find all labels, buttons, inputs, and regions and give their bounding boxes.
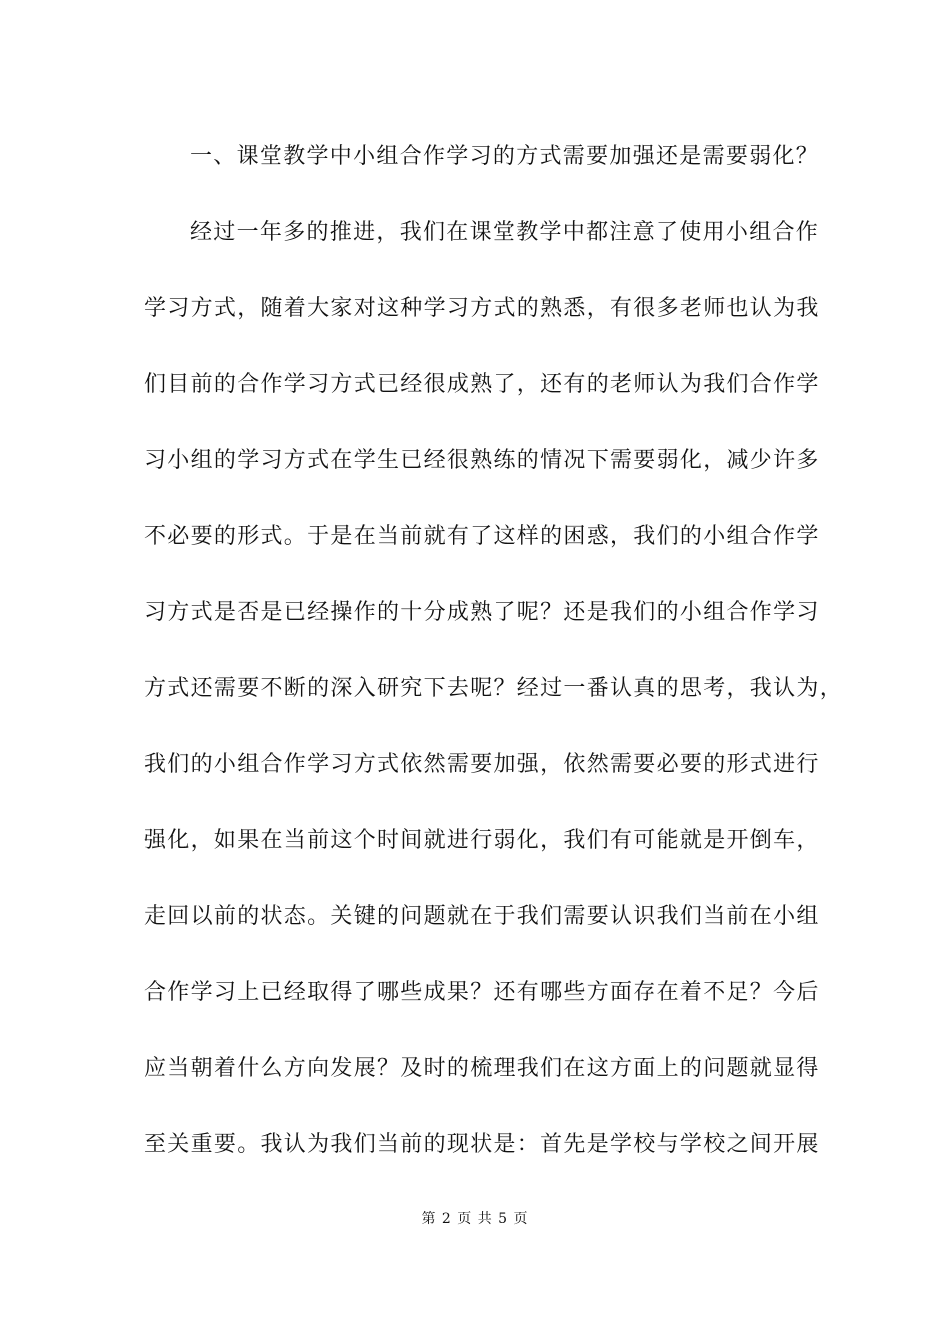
paragraph-line: 们目前的合作学习方式已经很成熟了，还有的老师认为我们合作学 [144,372,820,397]
paragraph-line: 强化，如果在当前这个时间就进行弱化，我们有可能就是开倒车， [144,828,820,853]
page-footer [0,1208,950,1228]
paragraph-line: 习方式是否是已经操作的十分成熟了呢？还是我们的小组合作学习 [144,600,820,625]
footer-current-page: 2 [441,1211,452,1227]
paragraph-line: 经过一年多的推进，我们在课堂教学中都注意了使用小组合作 [190,220,820,245]
paragraph-line: 合作学习上已经取得了哪些成果？还有哪些方面存在着不足？今后 [144,980,820,1005]
paragraph-line: 至关重要。我认为我们当前的现状是：首先是学校与学校之间开展 [144,1132,820,1157]
paragraph-line: 学习方式，随着大家对这种学习方式的熟悉，有很多老师也认为我 [144,296,820,321]
paragraph-line: 不必要的形式。于是在当前就有了这样的困惑，我们的小组合作学 [144,524,820,549]
paragraph-line: 应当朝着什么方向发展？及时的梳理我们在这方面上的问题就显得 [144,1056,820,1081]
section-heading: 一、课堂教学中小组合作学习的方式需要加强还是需要弱化？ [190,144,820,169]
document-body [144,138,844,1202]
paragraph-line: 我们的小组合作学习方式依然需要加强，依然需要必要的形式进行 [144,752,820,777]
paragraph-line: 方式还需要不断的深入研究下去呢？经过一番认真的思考，我认为， [144,676,844,701]
footer-total-pages: 5 [498,1211,509,1227]
footer-suffix: 页 [513,1211,529,1227]
paragraph-line: 走回以前的状态。关键的问题就在于我们需要认识我们当前在小组 [144,904,820,929]
paragraph-line: 习小组的学习方式在学生已经很熟练的情况下需要弱化，减少许多 [144,448,820,473]
footer-middle: 页 共 [457,1211,493,1227]
footer-prefix: 第 [421,1211,437,1227]
